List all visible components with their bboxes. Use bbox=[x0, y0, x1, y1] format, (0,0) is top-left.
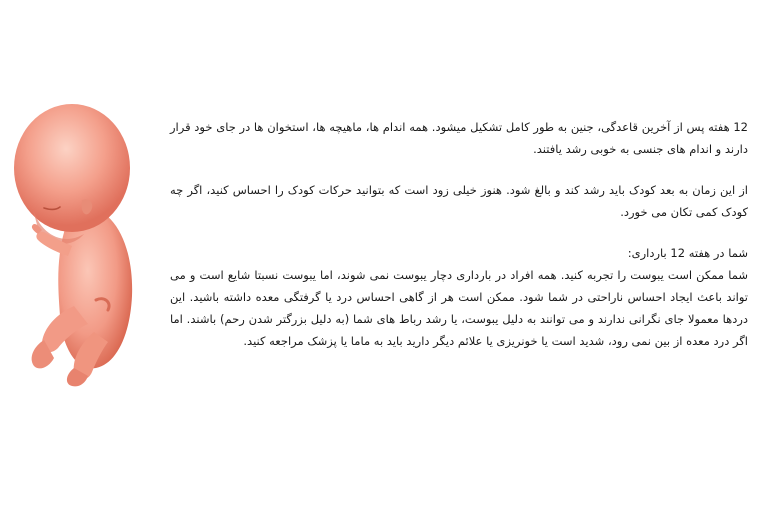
paragraph-2: از این زمان به بعد کودک باید رشد کند و بالغ شود. هنوز خیلی زود است که بتوانید حرکات کودک را احساس کنید، اگر چه کودک کمی تکان می خورد. bbox=[170, 183, 748, 219]
section-heading: شما در هفته 12 بارداری: bbox=[627, 246, 748, 260]
paragraph-1: 12 هفته پس از آخرین قاعدگی، جنین به طور کامل تشکیل میشود. همه اندام ها، ماهیچه ها، استخوان ها در جای خود قرار دارند و اندام های جنسی به خوبی رشد یافتند. bbox=[170, 120, 748, 156]
fetus-illustration bbox=[4, 96, 160, 388]
article-text bbox=[170, 116, 748, 352]
paragraph-3: شما ممکن است یبوست را تجربه کنید. همه افراد در بارداری دچار یبوست نمی شوند، اما یبوست نسبتا شایع است و می تواند باعث ایجاد احساس ناراحتی در شما شود. ممکن است هر از گاهی احساس درد یا گرفتگی معده داشته باشید. این دردها معمولا جای نگرانی ندارند و می توانند به دلیل یبوست، یا رشد رباط های شما (به دلیل بزرگتر شدن رحم) باشند. اما اگر درد معده از بین نمی رود، شدید است یا خونریزی یا علائم دیگر دارید باید به ماما یا پزشک مراجعه کنید. bbox=[170, 268, 748, 348]
